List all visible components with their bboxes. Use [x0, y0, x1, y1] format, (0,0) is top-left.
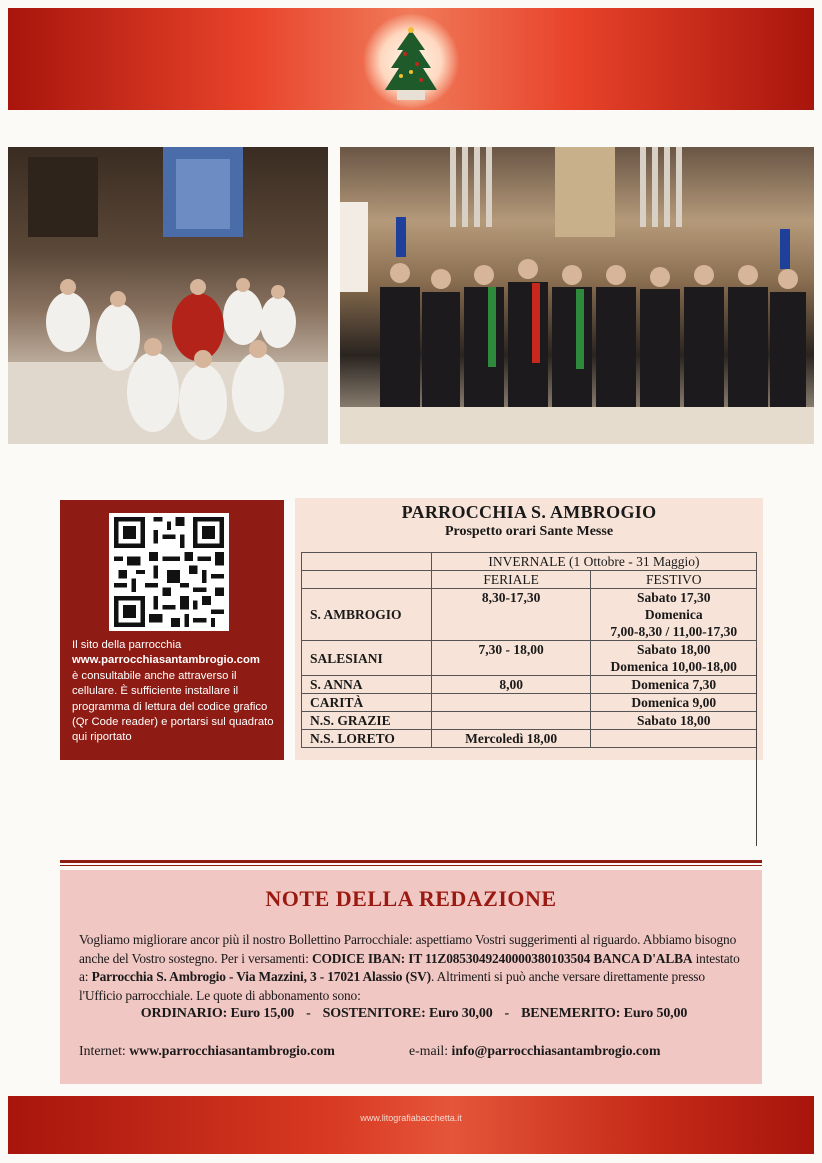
- schedule-title: PARROCCHIA S. AMBROGIO: [401, 502, 657, 522]
- mass-schedule-table: [301, 552, 757, 748]
- editorial-notes-box: [60, 870, 762, 1084]
- qr-code[interactable]: [109, 513, 229, 631]
- table-cell: [302, 553, 432, 571]
- footer-banner: [8, 1096, 814, 1154]
- qr-rest: è consultabile anche attraverso il cellulare. È sufficiente installare il programma di lettura del codice grafico (Qr Code reader) e portarsi sul quadrato qui riportato: [72, 669, 274, 744]
- col-feriale-header: FERIALE: [431, 571, 591, 589]
- festivo-time: Domenica 7,30: [591, 676, 757, 694]
- table-row: [302, 571, 757, 589]
- divider: [60, 860, 762, 863]
- site-url-link[interactable]: www.parrocchiasantambrogio.com: [72, 654, 260, 667]
- church-name: CARITÀ: [302, 694, 432, 712]
- festivo-time: Sabato 17,30 Domenica 7,00-8,30 / 11,00-17,30: [591, 589, 757, 641]
- feriale-time: 7,30 - 18,00: [431, 641, 591, 676]
- festivo-time: Sabato 18,00: [591, 712, 757, 730]
- feriale-time: [431, 712, 591, 730]
- table-row: [302, 730, 757, 748]
- divider: [60, 865, 762, 866]
- fee-benemerito: BENEMERITO: Euro 50,00: [521, 1006, 688, 1022]
- feriale-time: 8,00: [431, 676, 591, 694]
- qr-info-box: [60, 500, 284, 760]
- divider: [756, 648, 757, 846]
- mass-schedule-box: [295, 498, 763, 760]
- photo-dignitaries: [340, 147, 814, 444]
- fee-ordinario: ORDINARIO: Euro 15,00: [140, 1006, 295, 1022]
- notes-body: Vogliamo migliorare ancor più il nostro Bollettino Parrocchiale: aspettiamo Vostri suggerimenti al riguardo. Abbiamo bisogno anche del Vostro sostegno. Per i versamenti: CODICE IBAN: IT 11Z0853049240000380103504 BANCA D'ALBA intestato a: Parrocchia S. Ambrogio - Via Mazzini, 3 - 17021 Alassio (SV). Altrimenti si può anche versare direttamente presso l'Ufficio parrocchiale. Le quote di abbonamento sono: ORDINARIO: Euro 15,00 - SOSTENITORE: Euro 30,00 - BENEMERITO: Euro 50,00: [79, 931, 749, 1024]
- notes-p2: . Altrimenti si può anche versare direttamente presso l'Ufficio parrocchiale. Le quote di abbonamento sono:: [79, 969, 705, 1003]
- table-row: [302, 641, 757, 676]
- qr-line1: Il sito della parrocchia: [72, 639, 182, 651]
- email-block: e-mail: info@parrocchiasantambrogio.com: [409, 1043, 661, 1058]
- church-name: S. AMBROGIO: [302, 589, 432, 641]
- contact-line: Internet: www.parrocchiasantambrogio.com e-mail: info@parrocchiasantambrogio.com: [79, 1043, 661, 1058]
- church-name: N.S. GRAZIE: [302, 712, 432, 730]
- bank-name: BANCA D'ALBA: [593, 950, 693, 966]
- table-cell: [302, 571, 432, 589]
- notes-title: NOTE DELLA REDAZIONE: [265, 886, 557, 911]
- festivo-time: Sabato 18,00 Domenica 10,00-18,00: [591, 641, 757, 676]
- subscription-fees: ORDINARIO: Euro 15,00 - SOSTENITORE: Euro 30,00 - BENEMERITO: Euro 50,00: [79, 1005, 749, 1024]
- footer-link[interactable]: www.litografiabacchetta.it: [360, 1113, 462, 1123]
- header-banner: [8, 8, 814, 110]
- feriale-time: Mercoledì 18,00: [431, 730, 591, 748]
- table-row: [302, 676, 757, 694]
- festivo-time: [591, 730, 757, 748]
- church-name: S. ANNA: [302, 676, 432, 694]
- notes-p1: Vogliamo migliorare ancor più il nostro Bollettino Parrocchiale: aspettiamo Vostri suggerimenti al riguardo. Abbiamo bisogno anche del Vostro sostegno. Per i versamenti:: [79, 932, 737, 966]
- schedule-subtitle: Prospetto orari Sante Messe: [444, 524, 614, 539]
- internet-link[interactable]: www.parrocchiasantambrogio.com: [129, 1043, 335, 1058]
- church-name: SALESIANI: [302, 641, 432, 676]
- email-link[interactable]: info@parrocchiasantambrogio.com: [451, 1043, 661, 1058]
- table-row: [302, 589, 757, 641]
- christmas-tree-icon: [381, 24, 441, 104]
- table-row: [302, 553, 757, 571]
- fee-sostenitore: SOSTENITORE: Euro 30,00: [322, 1006, 493, 1022]
- festivo-time: Domenica 9,00: [591, 694, 757, 712]
- feriale-time: [431, 694, 591, 712]
- feriale-time: 8,30-17,30: [431, 589, 591, 641]
- church-name: N.S. LORETO: [302, 730, 432, 748]
- table-row: [302, 712, 757, 730]
- iban: CODICE IBAN: IT 11Z0853049240000380103504: [312, 950, 591, 966]
- photo-altar-group: [8, 147, 328, 444]
- table-row: [302, 694, 757, 712]
- col-festivo-header: FESTIVO: [591, 571, 757, 589]
- qr-description: [72, 638, 277, 746]
- payee: Parrocchia S. Ambrogio - Via Mazzini, 3 - 17021 Alassio (SV): [91, 969, 431, 985]
- season-header: INVERNALE (1 Ottobre - 31 Maggio): [431, 553, 756, 571]
